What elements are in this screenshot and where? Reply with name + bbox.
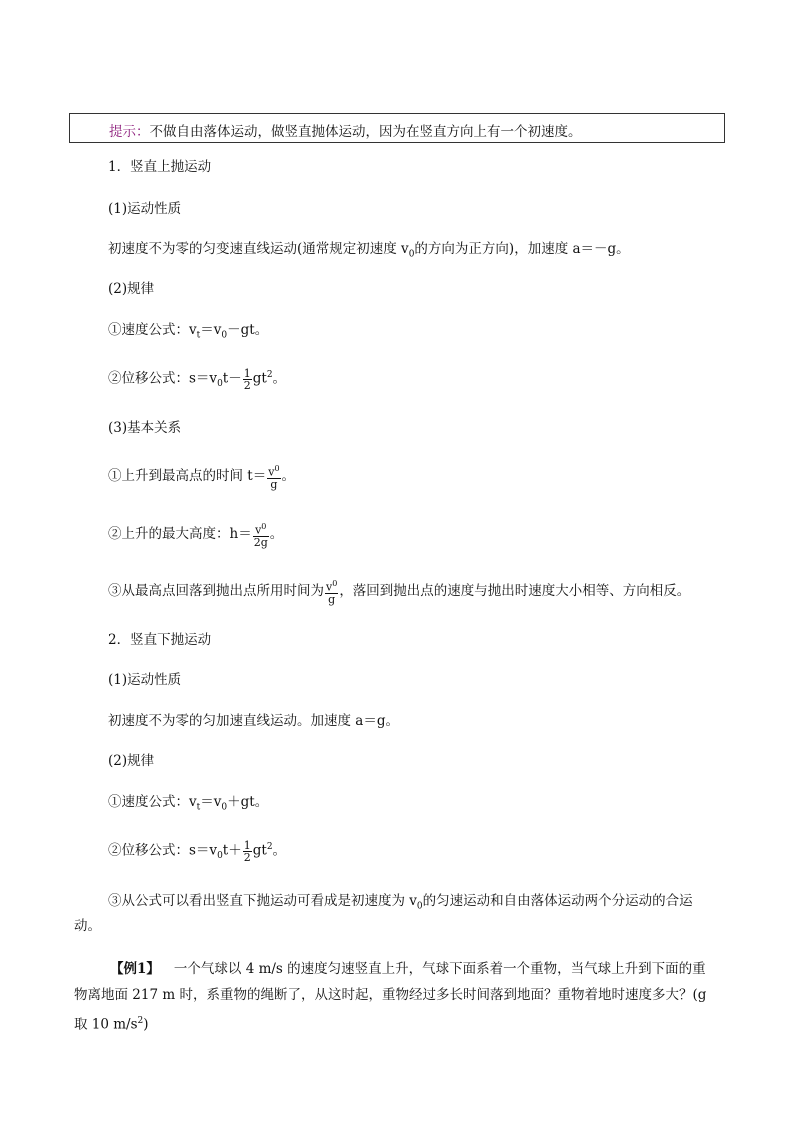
section-1-nature-heading: (1)运动性质 [108,201,182,217]
section-1-nature-text: 初速度不为零的匀变速直线运动(通常规定初速度 $v_0$的方向为正方向)，加速度 a＝－g。 [108,241,630,260]
example-line2: 物离地面 217 m 时，系重物的绳断了，从这时起，重物经过多长时间落到地面？重物着地时速度多大？(g [74,987,707,1003]
section-1-heading: 1．竖直上抛运动 [108,159,212,175]
section-2-composite-line1: ③从公式可以看出竖直下抛运动可看成是初速度为 $v_0$的匀速运动和自由落体运动两个分运动的合运 [108,893,693,912]
section-2-nature-heading: (1)运动性质 [108,672,182,688]
example-line1: 【例1】 一个气球以 4 m/s 的速度匀速竖直上升，气球下面系着一个重物，当气球上升到下面的重 [110,961,706,977]
hint-text [109,120,582,140]
section-1-law-heading: (2)规律 [108,281,155,297]
example-label: 【例1】 [110,961,160,977]
fraction: $\frac{1}{2}$ [243,366,251,392]
fraction: $\frac{v^0}{g}$ [326,579,338,606]
relation-1: ①上升到最高点的时间 t＝ $\frac{v^0}{g}$ 。 [108,464,296,491]
section-2-nature-text: 初速度不为零的匀加速直线运动。加速度 a＝g。 [108,713,399,729]
relation-2: ②上升的最大高度：h＝ $\frac{v^0}{2g}$ 。 [108,522,284,549]
example-line3: 取 10 $m/s^2$) [74,1016,149,1033]
section-1-velocity-formula: ①速度公式：$v_t=v_0-gt$。 [108,322,269,341]
section-2-velocity-formula: ①速度公式：$v_t=v_0+gt$。 [108,794,269,813]
hint-content: 不做自由落体运动，做竖直抛体运动，因为在竖直方向上有一个初速度。 [149,124,582,140]
fraction: $\frac{v^0}{g}$ [268,464,280,491]
hint-box [69,113,725,143]
relation-3: ③从最高点回落到抛出点所用时间为 $\frac{v^0}{g}$ ，落回到抛出点的速度与抛出时速度大小相等、方向相反。 [108,579,691,606]
section-2-law-heading: (2)规律 [108,753,155,769]
section-1-relation-heading: (3)基本关系 [108,420,182,436]
section-1-displacement-formula: ②位移公式：$s=v_0t-$ $\frac{1}{2}$ $gt^2$。 [108,366,287,392]
fraction: $\frac{1}{2}$ [243,838,251,864]
section-2-heading: 2．竖直下抛运动 [108,632,212,648]
fraction: $\frac{v^0}{2g}$ [253,522,268,549]
hint-label: 提示： [109,124,150,140]
section-2-composite-line2: 动。 [74,918,101,934]
section-2-displacement-formula: ②位移公式：$s=v_0t+$ $\frac{1}{2}$ $gt^2$。 [108,838,287,864]
